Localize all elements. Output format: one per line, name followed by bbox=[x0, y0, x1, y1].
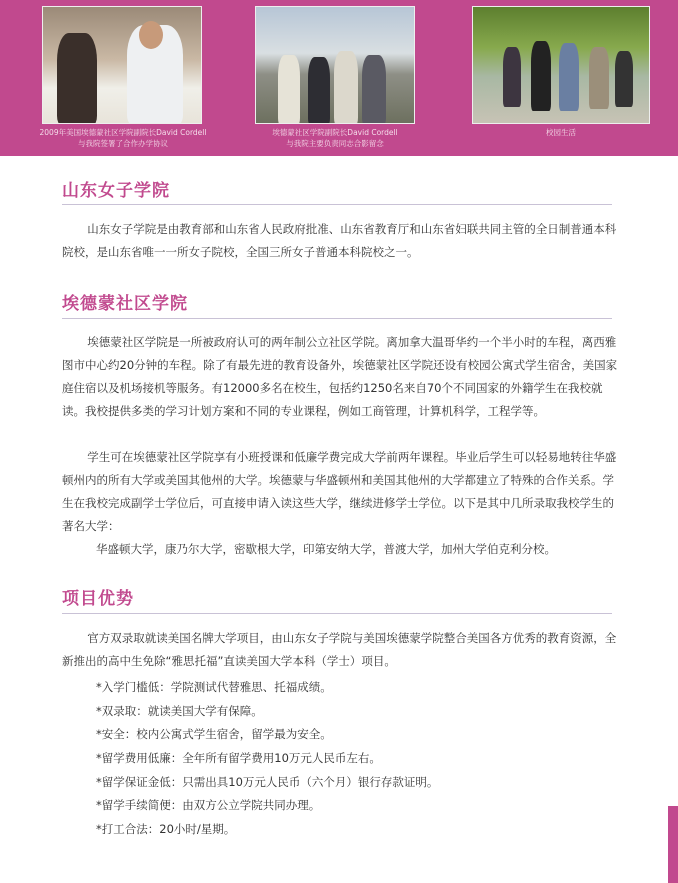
photo-banner bbox=[0, 0, 678, 156]
paragraph: 官方双录取就读美国名牌大学项目，由山东女子学院与美国埃德蒙学院整合美国各方优秀的教育资源，全新推出的高中生免除“雅思托福”直读美国大学本科（学士）项目。 bbox=[62, 631, 617, 668]
person-figure bbox=[503, 47, 521, 107]
person-figure bbox=[334, 51, 358, 124]
paragraph: 山东女子学院是由教育部和山东省人民政府批准、山东省教育厅和山东省妇联共同主管的全日制普通本科院校，是山东省唯一一所女子院校，全国三所女子普通本科院校之一。 bbox=[62, 222, 617, 259]
person-figure bbox=[57, 33, 97, 124]
paragraph: 学生可在埃德蒙社区学院享有小班授课和低廉学费完成大学前两年课程。毕业后学生可以轻易地转往华盛顿州内的所有大学或美国其他州的大学。埃德蒙与华盛顿州和美国其他州的大学都建立了特殊的合作关系。学生在我校完成副学士学位后，可直接申请入读这些大学，继续进修学士学位。以下是其中几所录取我校学生的著名大学： bbox=[62, 450, 617, 533]
section-divider bbox=[62, 318, 612, 319]
section-divider bbox=[62, 613, 612, 614]
person-figure bbox=[615, 51, 633, 107]
photo-caption: 校园生活 bbox=[546, 128, 576, 137]
advantage-item: *安全：校内公寓式学生宿舍，留学最为安全。 bbox=[96, 727, 332, 741]
advantage-item: *留学手续简便：由双方公立学院共同办理。 bbox=[96, 798, 321, 812]
advantage-item: *双录取：就读美国大学有保障。 bbox=[96, 704, 263, 718]
campus-life-photo bbox=[472, 6, 650, 124]
person-figure bbox=[559, 43, 579, 111]
person-figure bbox=[531, 41, 551, 111]
photo-caption: 2009年美国埃德蒙社区学院副院长David Cordell 与我院签署了合作办学协议 bbox=[39, 128, 207, 148]
person-figure bbox=[362, 55, 386, 124]
advantage-item: *留学费用低廉：全年所有留学费用10万元人民币左右。 bbox=[96, 751, 381, 765]
person-figure bbox=[308, 57, 330, 124]
page-edge-marker bbox=[668, 806, 678, 883]
section-title-shandong-womens-college: 山东女子学院 bbox=[62, 181, 170, 201]
section-title-program-advantages: 项目优势 bbox=[62, 589, 134, 609]
signing-ceremony-photo bbox=[42, 6, 202, 124]
advantage-item: *入学门槛低：学院测试代替雅思、托福成绩。 bbox=[96, 680, 332, 694]
person-figure bbox=[589, 47, 609, 109]
advantage-item: *打工合法：20小时/星期。 bbox=[96, 822, 236, 836]
advantage-item: *留学保证金低：只需出具10万元人民币（六个月）银行存款证明。 bbox=[96, 775, 439, 789]
person-head bbox=[139, 21, 163, 49]
section-divider bbox=[62, 204, 612, 205]
group-photo bbox=[255, 6, 415, 124]
person-figure bbox=[278, 55, 300, 124]
university-list: 华盛顿大学，康乃尔大学，密歇根大学，印第安纳大学，普渡大学，加州大学伯克利分校。 bbox=[96, 542, 556, 556]
section-title-edmonds-college: 埃德蒙社区学院 bbox=[62, 294, 188, 314]
photo-caption: 埃德蒙社区学院副院长David Cordell 与我院主要负责同志合影留念 bbox=[272, 128, 398, 148]
paragraph: 埃德蒙社区学院是一所被政府认可的两年制公立社区学院。离加拿大温哥华约一个半小时的车程，离西雅图市中心约20分钟的车程。除了有最先进的教育设备外，埃德蒙社区学院还设有校园公寓式学生宿舍，美国家庭住宿以及机场接机等服务。有12000多名在校生，包括约1250名来自70个不同国家的外籍学生在我校就读。我校提供多类的学习计划方案和不同的专业课程，例如工商管理，计算机科学，工程学等。 bbox=[62, 335, 618, 418]
